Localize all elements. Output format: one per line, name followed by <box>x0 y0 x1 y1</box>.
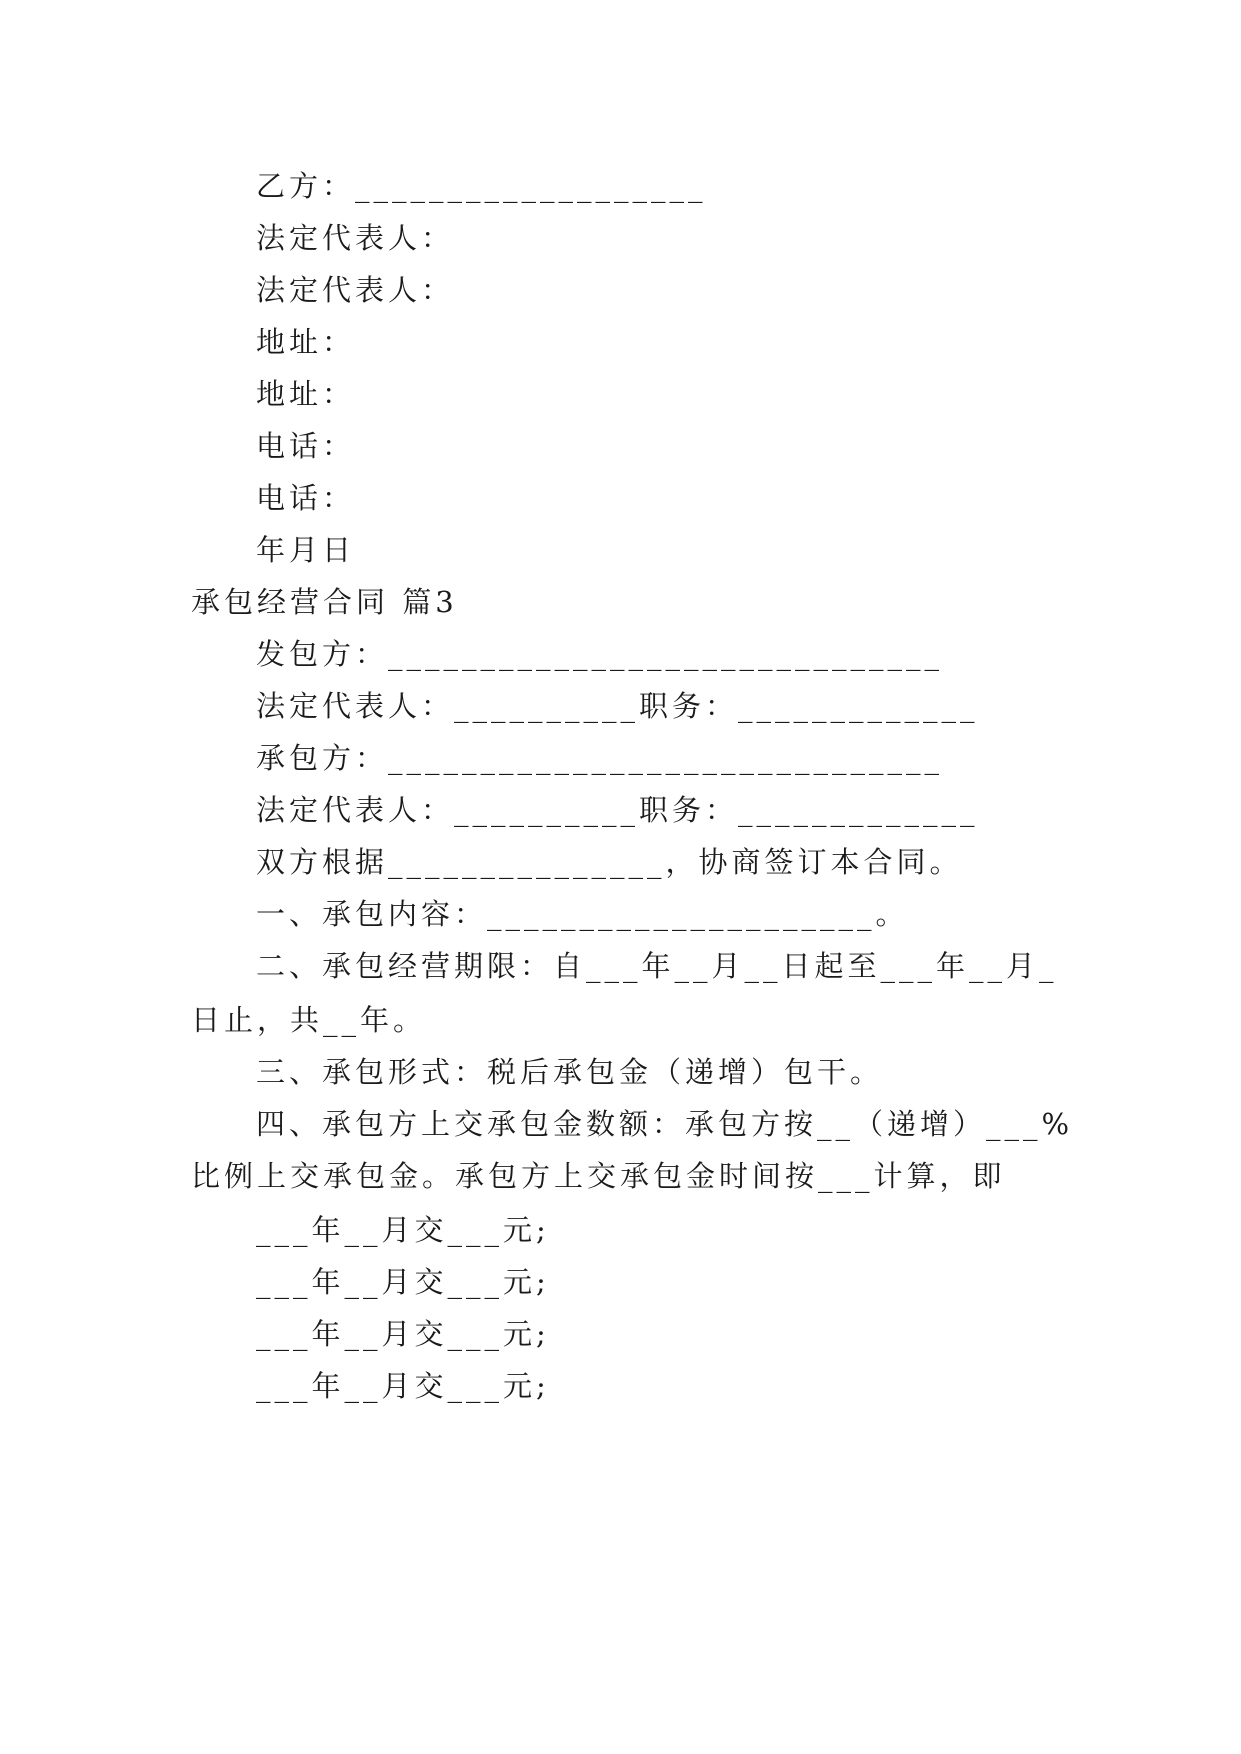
clause-4-line: 四、承包方上交承包金数额：承包方按__（递增）___% <box>256 1107 1074 1141</box>
party-b-line: 乙方：___________________ <box>256 169 707 203</box>
clause-3-line: 三、承包形式：税后承包金（递增）包干。 <box>256 1055 884 1089</box>
legal-representative-line: 法定代表人： <box>256 273 455 307</box>
section-title: 承包经营合同 篇3 <box>191 585 458 619</box>
clause-2-line: 二、承包经营期限：自___年__月__日起至___年__月_ <box>256 949 1058 983</box>
date-line: 年月日 <box>256 533 356 567</box>
address-line: 地址： <box>256 377 356 411</box>
payment-schedule-line: ___年__月交___元; <box>256 1369 550 1403</box>
phone-line: 电话： <box>256 429 356 463</box>
clause-1-line: 一、承包内容：_____________________。 <box>256 897 909 931</box>
representative-position-line: 法定代表人：__________职务：_____________ <box>256 793 979 827</box>
contractor-line: 承包方：______________________________ <box>256 741 944 775</box>
address-line: 地址： <box>256 325 356 359</box>
payment-schedule-line: ___年__月交___元; <box>256 1317 550 1351</box>
clause-2-continuation: 日止，共__年。 <box>191 1003 427 1037</box>
payment-schedule-line: ___年__月交___元; <box>256 1265 550 1299</box>
payment-schedule-line: ___年__月交___元; <box>256 1213 550 1247</box>
agreement-basis-line: 双方根据_______________，协商签订本合同。 <box>256 845 963 879</box>
clause-4-continuation: 比例上交承包金。承包方上交承包金时间按___计算，即 <box>191 1159 1006 1193</box>
contractor-issuer-line: 发包方：______________________________ <box>256 637 944 671</box>
legal-representative-line: 法定代表人： <box>256 221 455 255</box>
phone-line: 电话： <box>256 481 356 515</box>
representative-position-line: 法定代表人：__________职务：_____________ <box>256 689 979 723</box>
